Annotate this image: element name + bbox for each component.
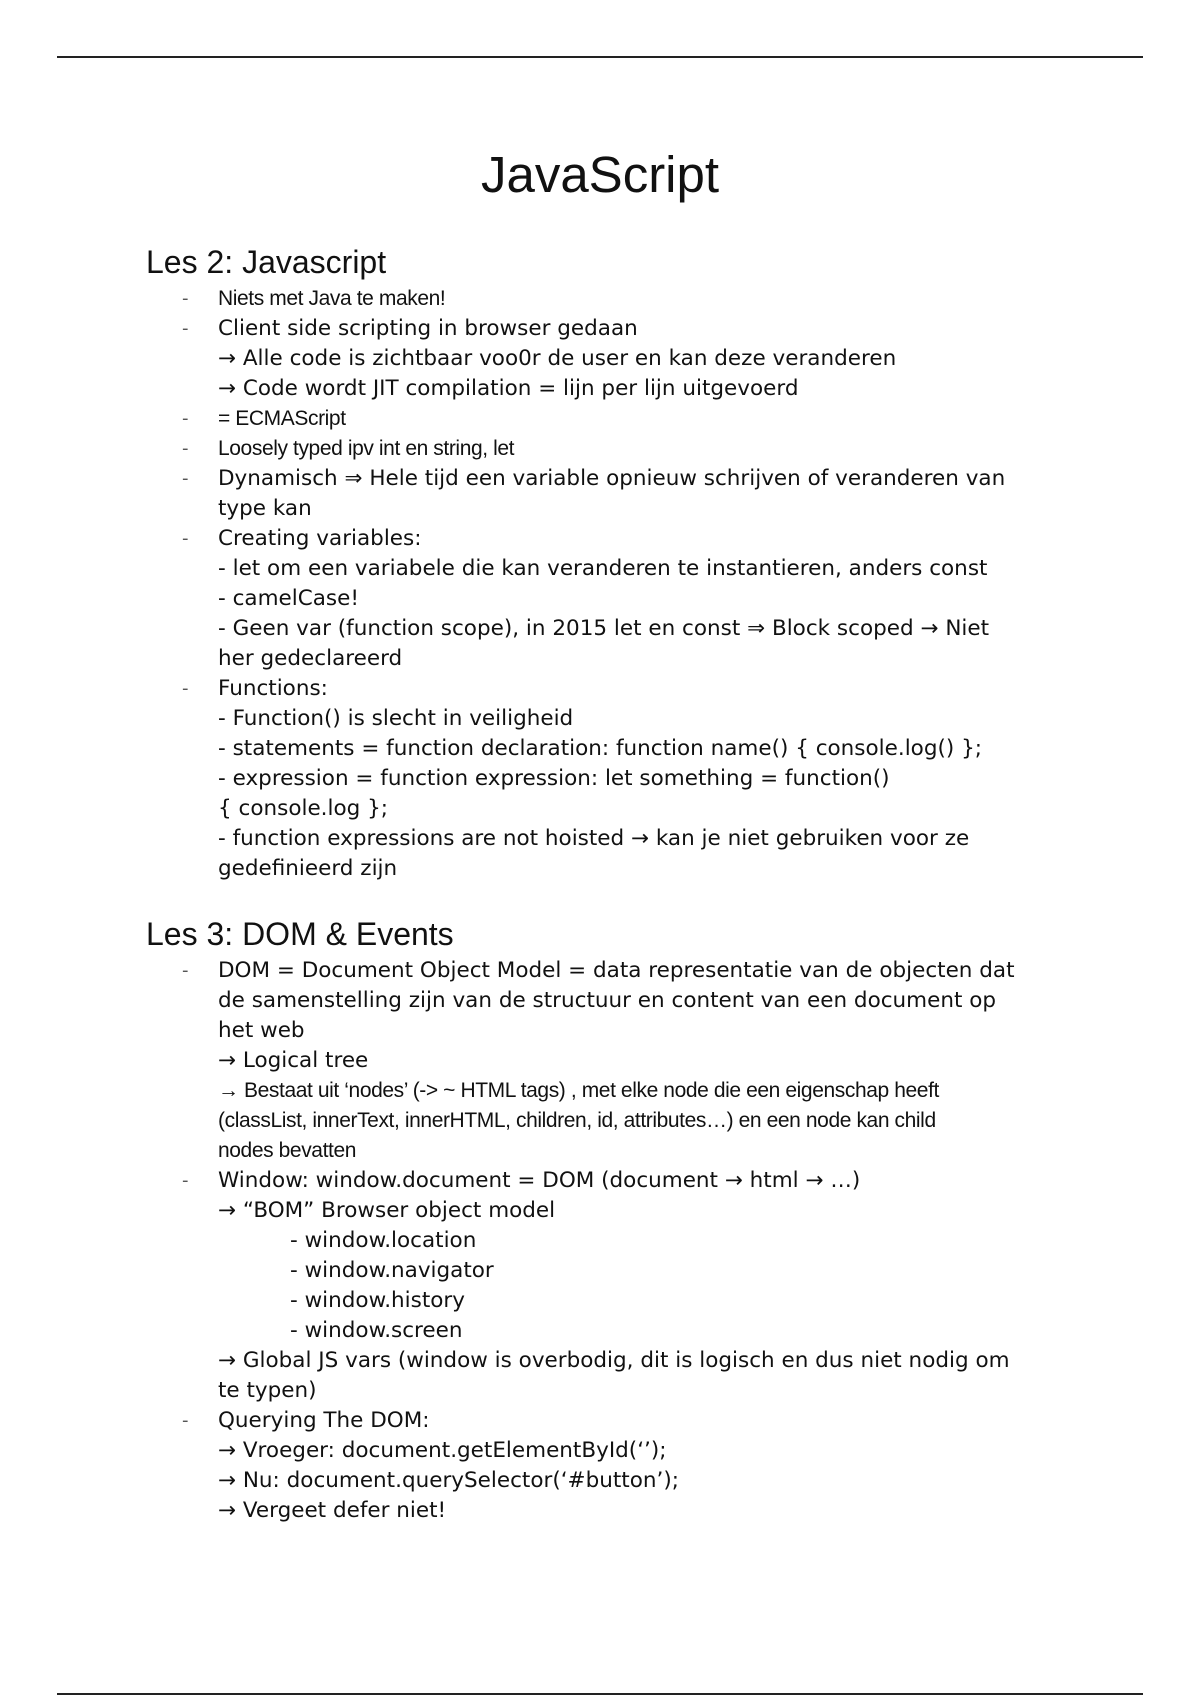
bullet-dash: - — [182, 408, 189, 429]
text-line: - Function() is slecht in veiligheid — [218, 706, 574, 731]
text-line: gedefinieerd zijn — [218, 856, 398, 881]
text-line: → Alle code is zichtbaar voo0r de user en kan deze veranderen — [218, 346, 897, 371]
text-line: - expression = function expression: let something = function() — [218, 766, 890, 791]
top-rule — [57, 56, 1143, 58]
text-line: - window.history — [290, 1288, 465, 1313]
text-line: Window: window.document = DOM (document → html → …) — [218, 1168, 861, 1193]
text-line: type kan — [218, 496, 312, 521]
text-line: - window.location — [290, 1228, 477, 1253]
text-line: → Logical tree — [218, 1048, 369, 1073]
text-line: → “BOM” Browser object model — [218, 1198, 556, 1223]
bullet-item — [146, 1406, 1066, 1526]
text-line: - Geen var (function scope), in 2015 let en const ⇒ Block scoped → Niet — [218, 616, 990, 641]
text-line: Querying The DOM: — [218, 1408, 430, 1433]
text-line: { console.log }; — [218, 796, 389, 821]
bullet-dash: - — [182, 288, 189, 309]
bullet-item — [146, 434, 1066, 464]
text-line: - let om een variabele die kan veranderen te instantieren, anders const — [218, 556, 988, 581]
bullet-item — [146, 314, 1066, 404]
bullet-item — [146, 464, 1066, 524]
bullet-list — [146, 956, 1066, 1526]
bullet-dash: - — [182, 528, 189, 549]
text-line: de samenstelling zijn van de structuur en content van een document op — [218, 988, 997, 1013]
text-line: Loosely typed ipv int en string, let — [218, 437, 515, 460]
text-line: (classList, innerText, innerHTML, children, id, attributes…) en een node kan child — [218, 1109, 936, 1132]
text-line: → Nu: document.querySelector(‘#button’); — [218, 1468, 679, 1493]
bullet-item — [146, 1166, 1066, 1406]
section-les-2 — [146, 242, 1066, 884]
text-line: het web — [218, 1018, 305, 1043]
bullet-dash: - — [182, 1410, 189, 1431]
text-line: Dynamisch ⇒ Hele tijd een variable opnieuw schrijven of veranderen van — [218, 466, 1006, 491]
bullet-dash: - — [182, 678, 189, 699]
bullet-item — [146, 956, 1066, 1166]
text-line: Functions: — [218, 676, 328, 701]
bullet-list — [146, 284, 1066, 884]
text-line: - function expressions are not hoisted → kan je niet gebruiken voor ze — [218, 826, 970, 851]
text-line: - window.screen — [290, 1318, 463, 1343]
text-line: → Code wordt JIT compilation = lijn per lijn uitgevoerd — [218, 376, 799, 401]
text-line: te typen) — [218, 1378, 317, 1403]
text-line: → Vroeger: document.getElementById(‘’); — [218, 1438, 667, 1463]
bullet-dash: - — [182, 1170, 189, 1191]
text-line: Creating variables: — [218, 526, 422, 551]
bullet-dash: - — [182, 438, 189, 459]
section-heading: Les 3: DOM & Events — [146, 916, 454, 952]
bottom-rule — [57, 1693, 1143, 1695]
bullet-item — [146, 524, 1066, 674]
text-line: → Vergeet defer niet! — [218, 1498, 447, 1523]
text-line: her gedeclareerd — [218, 646, 403, 671]
text-line: - window.navigator — [290, 1258, 494, 1283]
bullet-dash: - — [182, 468, 189, 489]
bullet-item — [146, 284, 1066, 314]
text-line: nodes bevatten — [218, 1139, 357, 1162]
text-line: DOM = Document Object Model = data representatie van de objecten dat — [218, 958, 1015, 983]
bullet-dash: - — [182, 960, 189, 981]
section-heading: Les 2: Javascript — [146, 244, 387, 280]
text-line: Client side scripting in browser gedaan — [218, 316, 638, 341]
text-line: → Bestaat uit ‘nodes’ (-> ~ HTML tags) , met elke node die een eigenschap heeft — [218, 1079, 939, 1102]
bullet-item — [146, 404, 1066, 434]
bullet-dash: - — [182, 318, 189, 339]
text-line: → Global JS vars (window is overbodig, dit is logisch en dus niet nodig om — [218, 1348, 1010, 1373]
text-line: - camelCase! — [218, 586, 359, 611]
page-title: JavaScript — [480, 146, 720, 203]
text-line: Niets met Java te maken! — [218, 287, 446, 310]
text-line: - statements = function declaration: function name() { console.log() }; — [218, 736, 983, 761]
section-les-3 — [146, 914, 1066, 1526]
bullet-item — [146, 674, 1066, 884]
text-line: = ECMAScript — [218, 407, 346, 430]
